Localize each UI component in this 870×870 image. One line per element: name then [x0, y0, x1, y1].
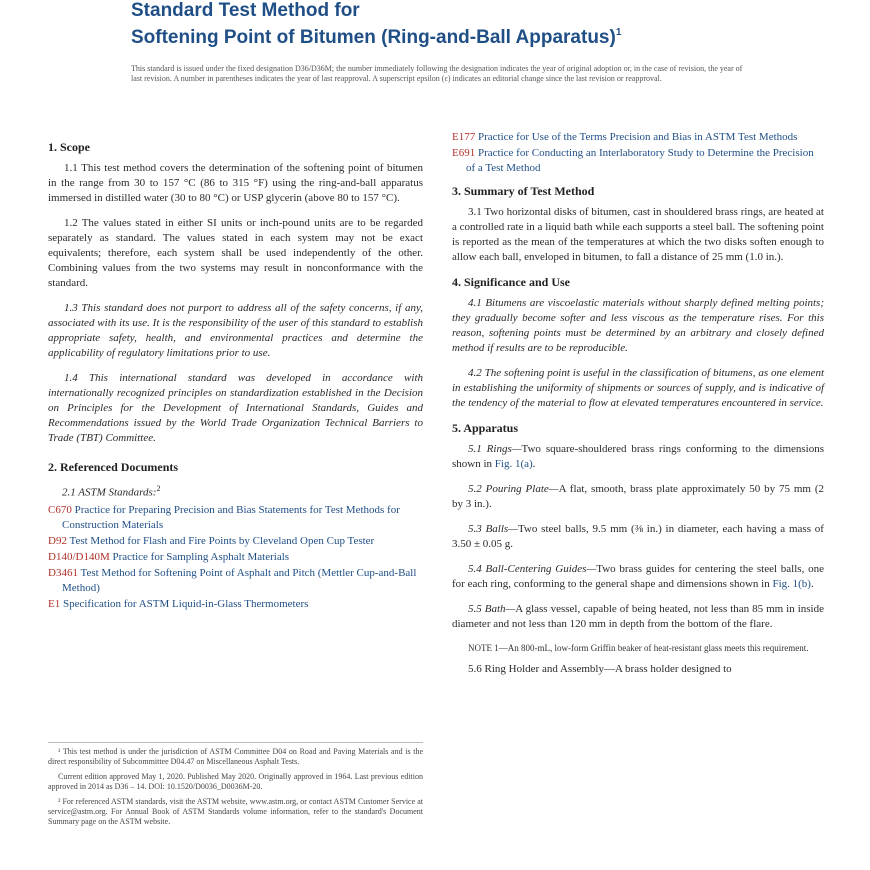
footnotes [48, 742, 423, 832]
paragraph-5-2: 5.2 Pouring Plate—A flat, smooth, brass plate approximately 50 by 75 mm (2 by 3 in.). [452, 483, 824, 510]
section-heading-referenced-documents: 2. Referenced Documents [48, 460, 179, 474]
paragraph-4-1: 4.1 Bitumens are viscoelastic materials without sharply defined melting points; they gradually become softer and less viscous as the temperature rises. For this reason, softening points must be determined by an arbitrary and closely defined method if results are to be reproducible. [452, 297, 824, 354]
paragraph-5-5: 5.5 Bath—A glass vessel, capable of being heated, not less than 85 mm in inside diameter and not less than 120 mm in depth from the bottom of the flare. [452, 603, 824, 630]
right-column [452, 130, 824, 687]
paragraph-1-4: 1.4 This international standard was developed in accordance with internationally recognized principles on standardization established in the Decision on Principles for the Development of International Standards, Guides and Recommendations issued by the World Trade Organization Technical Barriers to Trade (TBT) Committee. [48, 372, 423, 444]
astm-standards-label: 2.1 ASTM Standards:$^2$ [62, 484, 161, 499]
ref-item[interactable]: E1 Specification for ASTM Liquid-in-Glass Thermometers [48, 597, 309, 610]
paragraph-1-1: 1.1 This test method covers the determination of the softening point of bitumen in the range from 30 to 157 °C (86 to 315 °F) using the ring-and-ball apparatus immersed in distilled water (30 to 80 °C) or USP glycerin (above 80 to 157 °C). [48, 162, 423, 204]
footnote-edition: Current edition approved May 1, 2020. Published May 2020. Originally approved in 1964. Last previous edition approved in 2014 as D36 – 14. DOI: 10.1520/D0036_D0036M-20. [48, 772, 423, 791]
figure-link[interactable]: Fig. 1(b) [772, 578, 811, 590]
ref-item[interactable]: D92 Test Method for Flash and Fire Points by Cleveland Open Cup Tester [48, 534, 375, 547]
footnote-2: ² For referenced ASTM standards, visit the ASTM website, www.astm.org, or contact ASTM Customer Service at service@astm.org. For Annual Book of ASTM Standards volume information, refer to the standard's Document Summary page on the ASTM website. [48, 797, 423, 826]
ref-item[interactable]: E691 Practice for Conducting an Interlaboratory Study to Determine the Precision of a Test Method [452, 147, 814, 174]
paragraph-5-6: 5.6 Ring Holder and Assembly—A brass holder designed to [468, 663, 732, 675]
paragraph-5-1: 5.1 Rings—Two square-shouldered brass rings conforming to the dimensions shown in Fig. 1(a). [452, 443, 824, 470]
section-heading-summary: 3. Summary of Test Method [452, 184, 595, 198]
paragraph-5-3: 5.3 Balls—Two steel balls, 9.5 mm (⅜ in.) in diameter, each having a mass of 3.50 ± 0.05 g. [452, 523, 824, 550]
paragraph-1-2: 1.2 The values stated in either SI units or inch-pound units are to be regarded separately as standard. The values stated in each system may not be exact equivalents; therefore, each system shall be used independently of the other. Combining values from the two systems may result in nonconformance with the standard. [48, 217, 423, 289]
ref-item[interactable]: C670 Practice for Preparing Precision and Bias Statements for Test Methods for Construction Materials [48, 503, 400, 531]
paragraph-3-1: 3.1 Two horizontal disks of bitumen, cast in shouldered brass rings, are heated at a controlled rate in a liquid bath while each supports a steel ball. The softening point is reported as the mean of the temperatures at which the two disks soften enough to allow each ball, enveloped in bitumen, to fall a distance of 25 mm (1.0 in.). [452, 206, 824, 263]
footnote-1: ¹ This test method is under the jurisdiction of ASTM Committee D04 on Road and Paving Materials and is the direct responsibility of Subcommittee D04.47 on Miscellaneous Asphalt Tests. [48, 747, 423, 766]
left-column [48, 134, 423, 613]
section-heading-scope: 1. Scope [48, 140, 90, 154]
paragraph-4-2: 4.2 The softening point is useful in the classification of bitumens, as one element in establishing the uniformity of shipments or sources of supply, and is indicative of the tendency of the material to flow at elevated temperatures encountered in service. [452, 367, 824, 409]
paragraph-5-4: 5.4 Ball-Centering Guides—Two brass guides for centering the steel balls, one for each ring, conforming to the general shape and dimensions shown in Fig. 1(b). [452, 563, 824, 590]
designation-notice: This standard is issued under the fixed designation D36/D36M; the number immediately following the designation indicates the year of original adoption or, in the case of revision, the year of last revision. A number in parentheses indicates the year of last reapproval. A superscript epsilon (ε) indicates an editorial change since the last revision or reapproval. [131, 64, 743, 83]
document-title [131, 0, 771, 49]
section-heading-apparatus: 5. Apparatus [452, 421, 519, 435]
ref-item[interactable]: E177 Practice for Use of the Terms Precision and Bias in ASTM Test Methods [452, 131, 798, 143]
section-heading-significance: 4. Significance and Use [452, 275, 571, 289]
paragraph-1-3: 1.3 This standard does not purport to address all of the safety concerns, if any, associated with its use. It is the responsibility of the user of this standard to establish appropriate safety, health, and environmental practices and determine the applicability of regulatory limitations prior to use. [48, 302, 423, 359]
note-1: NOTE 1—An 800-mL, low-form Griffin beaker of heat-resistant glass meets this requirement. [468, 643, 809, 653]
ref-item[interactable]: D3461 Test Method for Softening Point of Asphalt and Pitch (Mettler Cup-and-Ball Method) [48, 566, 417, 594]
title-line-1: Standard Test Method for [131, 0, 360, 21]
ref-item[interactable]: D140/D140M Practice for Sampling Asphalt Materials [48, 550, 290, 563]
title-line-2: Softening Point of Bitumen (Ring-and-Ball Apparatus)$^1$ [131, 27, 622, 48]
figure-link[interactable]: Fig. 1(a) [494, 458, 533, 470]
